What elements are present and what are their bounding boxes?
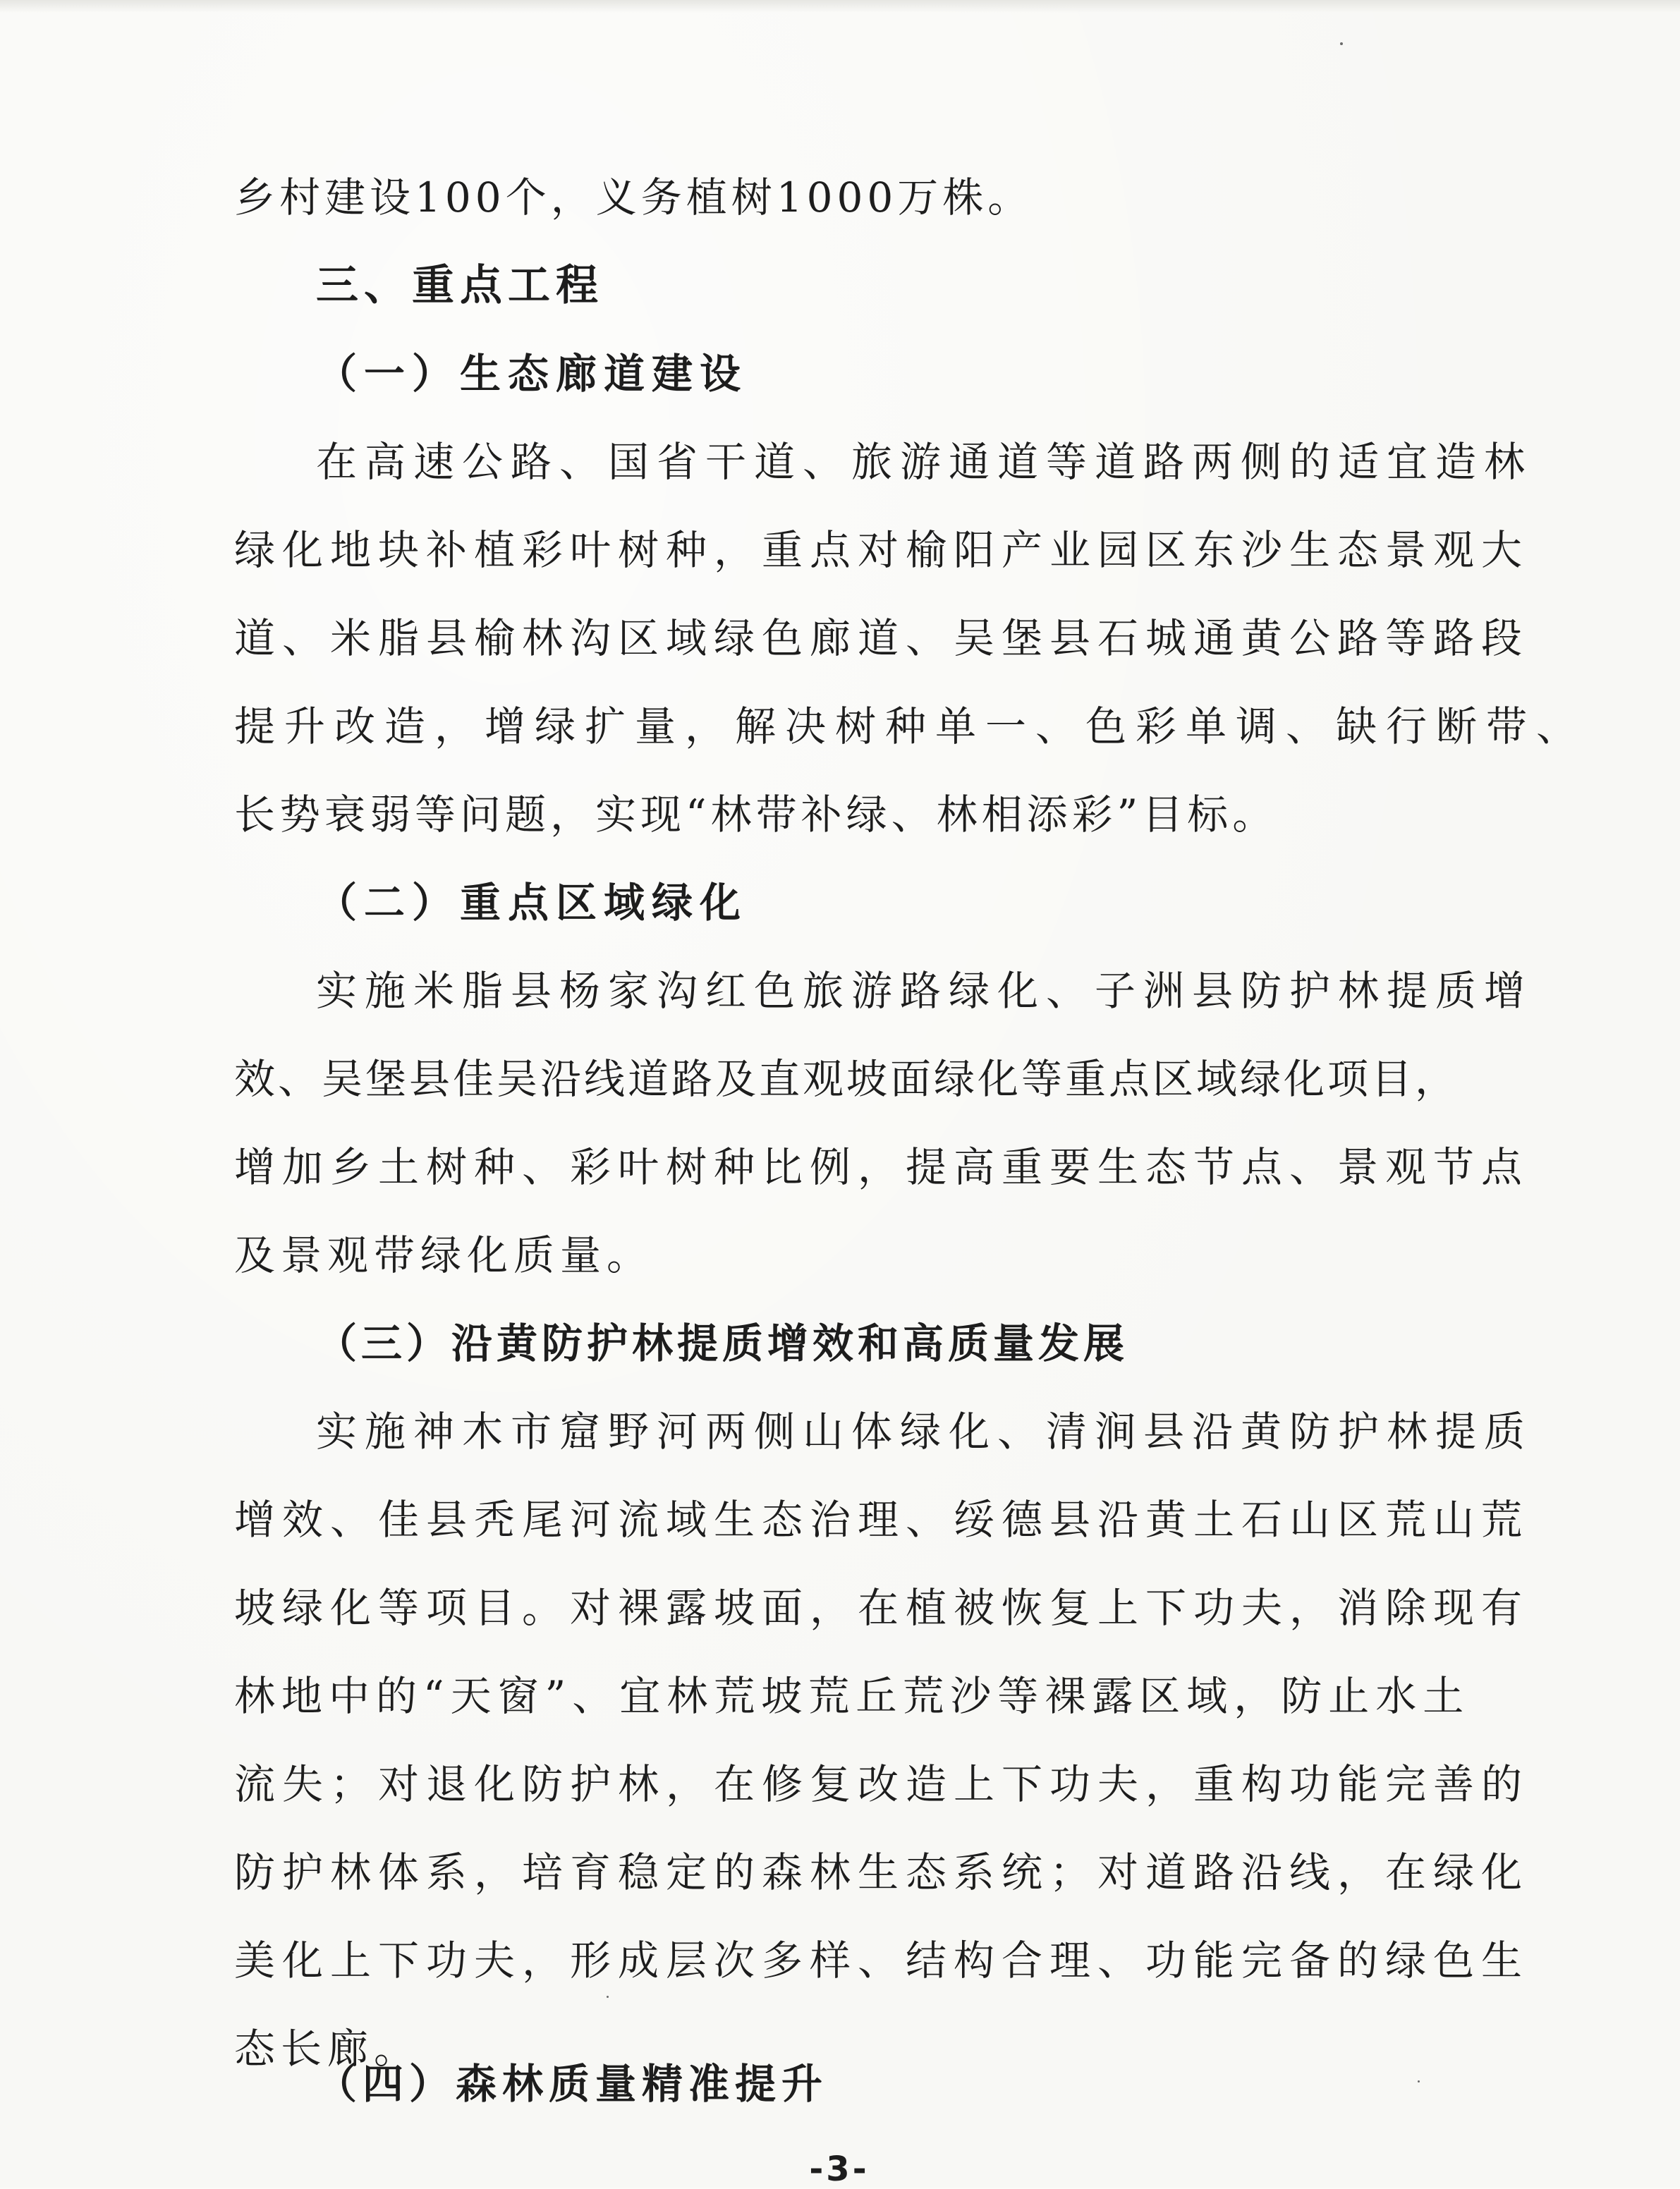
scan-speck (1340, 42, 1343, 45)
paragraph-line: 长势衰弱等问题，实现“林带补绿、林相添彩”目标。 (234, 791, 1278, 839)
subheading-key-area-greening: （二）重点区域绿化 (316, 879, 748, 927)
subheading-ecological-corridor: （一）生态廊道建设 (316, 350, 748, 398)
paragraph-line: 林地中的“天窗”、宜林荒坡荒丘荒沙等裸露区域，防止水土 (234, 1672, 1471, 1720)
paragraph-line: 态长廊。 (234, 2025, 421, 2073)
page-number: -3- (809, 2150, 870, 2189)
paragraph-line: 坡绿化等项目。对裸露坡面，在植被恢复上下功夫，消除现有 (234, 1584, 1530, 1632)
paragraph-line: 增加乡土树种、彩叶树种比例，提高重要生态节点、景观节点 (234, 1143, 1530, 1191)
paragraph-line: 效、吴堡县佳吴沿线道路及直观坡面绿化等重点区域绿化项目， (234, 1055, 1459, 1103)
paragraph-line: 增效、佳县秃尾河流域生态治理、绥德县沿黄土石山区荒山荒 (234, 1496, 1530, 1544)
paragraph-line: 美化上下功夫，形成层次多样、结构合理、功能完备的绿色生 (234, 1937, 1530, 1984)
paragraph-line: 实施神木市窟野河两侧山体绿化、清涧县沿黄防护林提质 (316, 1408, 1533, 1456)
paragraph-line: 提升改造，增绿扩量，解决树种单一、色彩单调、缺行断带、 (234, 702, 1587, 750)
paragraph-line: 绿化地块补植彩叶树种，重点对榆阳产业园区东沙生态景观大 (234, 526, 1530, 574)
section-heading-key-projects: 三、重点工程 (316, 261, 604, 310)
paragraph-line: 道、米脂县榆林沟区域绿色廊道、吴堡县石城通黄公路等路段 (234, 614, 1530, 662)
subheading-forest-quality: （四）森林质量精准提升 (316, 2060, 829, 2108)
paragraph-line: 流失；对退化防护林，在修复改造上下功夫，重构功能完善的 (234, 1760, 1530, 1808)
scan-top-edge (0, 0, 1680, 13)
scan-speck (1418, 2080, 1420, 2083)
subheading-yellow-river-shelterbelt: （三）沿黄防护林提质增效和高质量发展 (316, 1319, 1129, 1367)
paragraph-line: 及景观带绿化质量。 (234, 1231, 654, 1279)
paragraph-line: 防护林体系，培育稳定的森林生态系统；对道路沿线，在绿化 (234, 1848, 1530, 1896)
paragraph-continuation-line: 乡村建设100个，义务植树1000万株。 (234, 173, 1033, 221)
paragraph-line: 在高速公路、国省干道、旅游通道等道路两侧的适宜造林 (316, 438, 1533, 486)
scan-speck (607, 1996, 609, 1998)
paragraph-line: 实施米脂县杨家沟红色旅游路绿化、子洲县防护林提质增 (316, 967, 1533, 1015)
